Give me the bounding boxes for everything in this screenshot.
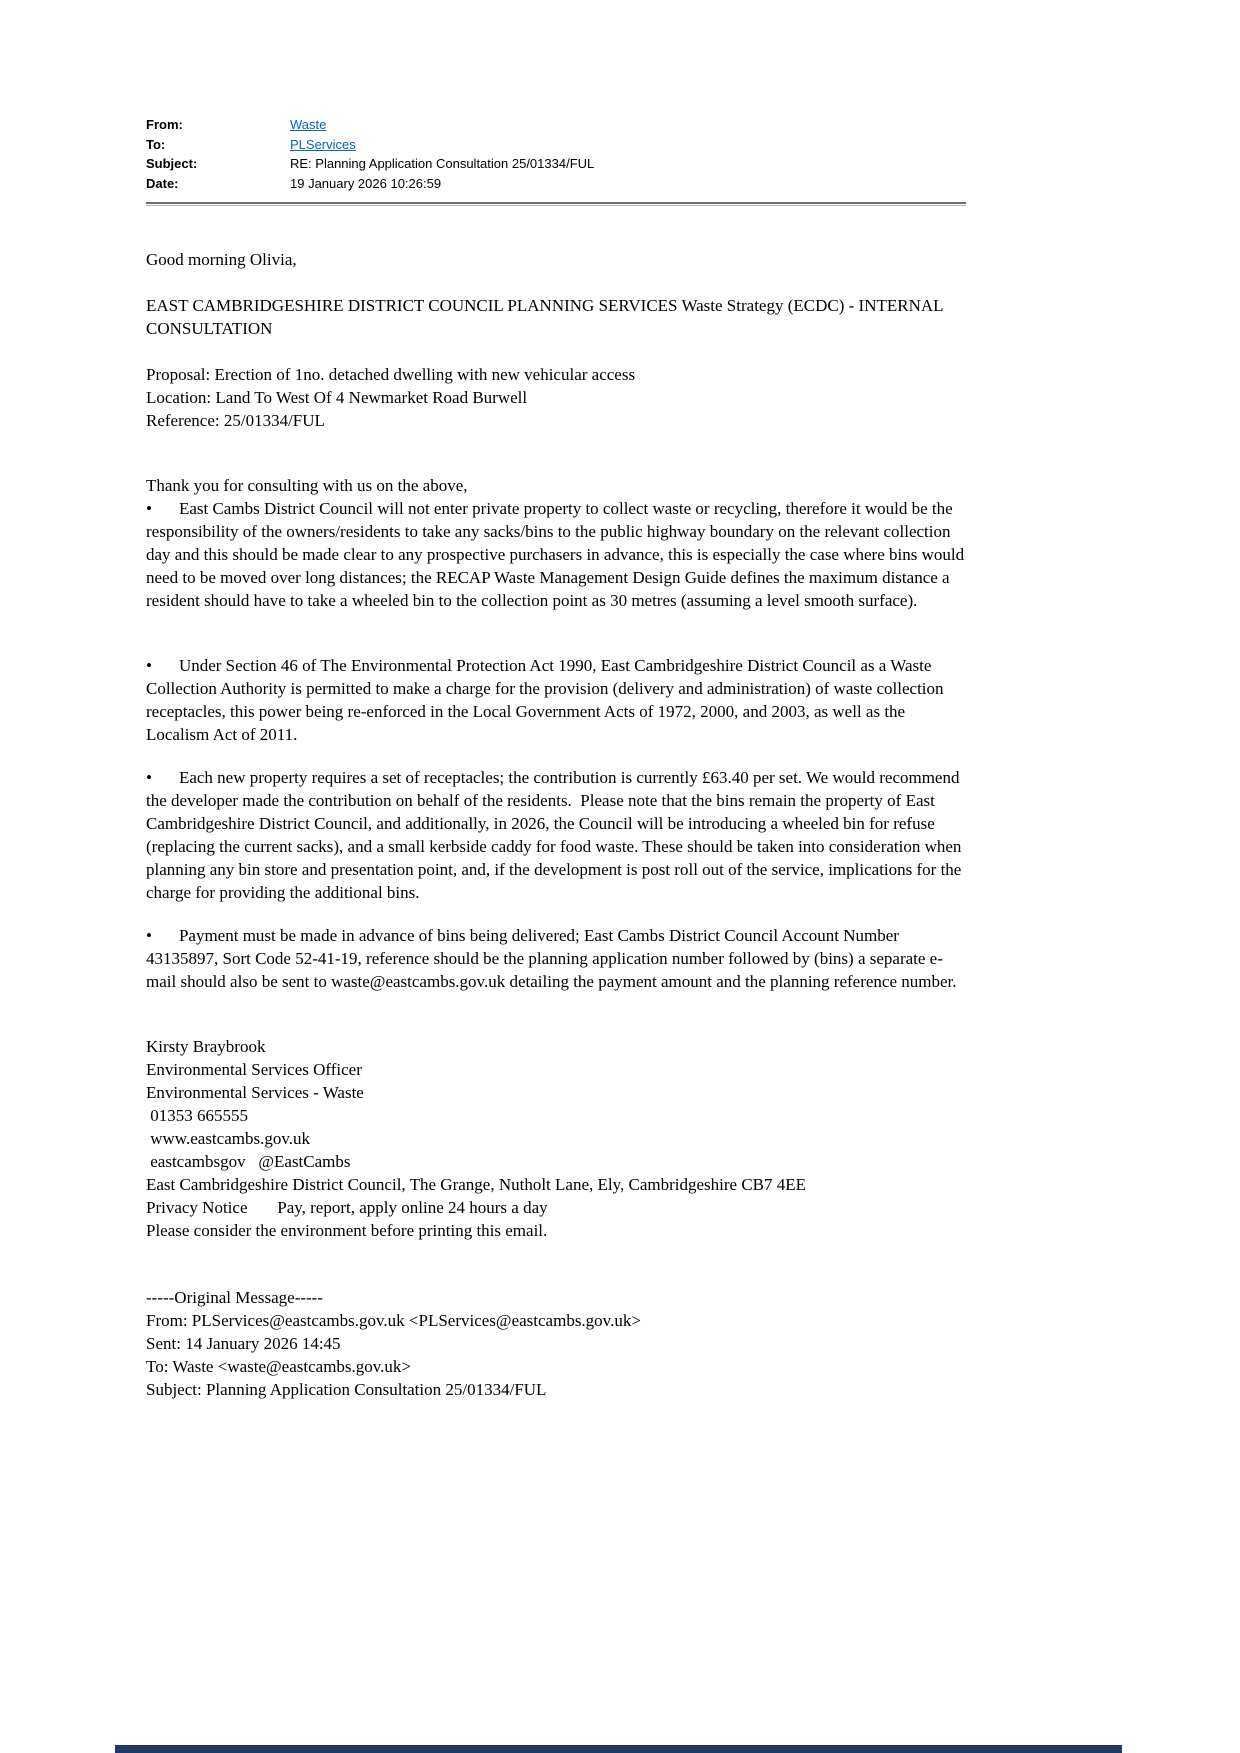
date-value: 19 January 2026 10:26:59 [290, 175, 442, 191]
bullet-paragraph-4 [146, 924, 966, 993]
signature-privacy-notice: Privacy Notice Pay, report, apply online 24 hours a day [146, 1198, 548, 1217]
location-line: Location: Land To West Of 4 Newmarket Road Burwell [146, 388, 528, 407]
bullet-marker: • [146, 926, 152, 945]
signature-department: Environmental Services - Waste [146, 1083, 364, 1102]
email-body [146, 248, 969, 1401]
original-message-sent: Sent: 14 January 2026 14:45 [146, 1334, 341, 1353]
original-message-separator: -----Original Message----- [146, 1288, 323, 1307]
signature-social: eastcambsgov @EastCambs [146, 1152, 351, 1171]
signature-address: East Cambridgeshire District Council, The Grange, Nutholt Lane, Ely, Cambridgeshire CB7 4EE [146, 1175, 807, 1194]
header-divider [146, 202, 966, 206]
bullet-marker: • [146, 499, 152, 518]
bullet-text-3: Each new property requires a set of receptacles; the contribution is currently £63.40 per set. We would recommend the developer made the contribution on behalf of the residents. Please note that the bins remain the property of East Cambridgeshire District Council, and additionally, in 2026, the Council will be introducing a wheeled bin for refuse (replacing the current sacks), and a small kerbside caddy for food waste. These should be taken into consideration when planning any bin store and presentation point, and, if the development is post roll out of the service, implications for the charge for providing the additional bins. [146, 768, 966, 902]
to-label: To: [146, 136, 166, 152]
bottom-page-bar [115, 1745, 1122, 1753]
from-link[interactable]: Waste [290, 117, 327, 132]
header-row-date [146, 174, 966, 194]
header-row-to [146, 135, 966, 155]
reference-line: Reference: 25/01334/FUL [146, 411, 325, 430]
header-row-from [146, 115, 966, 135]
consultation-title: EAST CAMBRIDGESHIRE DISTRICT COUNCIL PLANNING SERVICES Waste Strategy (ECDC) - INTERNAL CONSULTATION [146, 296, 948, 338]
original-message-block [146, 1286, 966, 1401]
date-label: Date: [146, 175, 179, 191]
greeting: Good morning Olivia, [146, 250, 297, 269]
signature-environment-note: Please consider the environment before printing this email. [146, 1221, 548, 1240]
to-link[interactable]: PLServices [290, 136, 356, 152]
original-message-to: To: Waste <waste@eastcambs.gov.uk> [146, 1357, 412, 1376]
bullet-marker: • [146, 656, 152, 675]
signature-website: www.eastcambs.gov.uk [146, 1129, 310, 1148]
bullet-text-1: East Cambs District Council will not enter private property to collect waste or recycling, therefore it would be the responsibility of the owners/residents to take any sacks/bins to the public highway boundary on the relevant collection day and this should be made clear to any prospective purchasers in advance, this is especially the case where bins would need to be moved over long distances; the RECAP Waste Management Design Guide defines the maximum distance a resident should have to take a wheeled bin to the collection point as 30 metres (assuming a level smooth surface). [146, 499, 969, 610]
thanks-line: Thank you for consulting with us on the above, [146, 476, 468, 495]
subject-label: Subject: [146, 156, 198, 171]
proposal-line: Proposal: Erection of 1no. detached dwelling with new vehicular access [146, 365, 636, 384]
bullet-paragraph-2 [146, 654, 966, 746]
bullet-marker: • [146, 768, 152, 787]
bullet-text-4: Payment must be made in advance of bins being delivered; East Cambs District Council Account Number 43135897, Sort Code 52-41-19, reference should be the planning application number followed by (bins) a separate e-mail should also be sent to waste@eastcambs.gov.uk detailing the payment amount and the planning reference number. [146, 926, 957, 991]
bullet-text-2: Under Section 46 of The Environmental Protection Act 1990, East Cambridgeshire District Council as a Waste Collection Authority is permitted to make a charge for the provision (delivery and administration) of waste collection receptacles, this power being re-enforced in the Local Government Acts of 1972, 2000, and 2003, as well as the Localism Act of 2011. [146, 656, 948, 744]
signature-name: Kirsty Braybrook [146, 1037, 266, 1056]
signature-job-title: Environmental Services Officer [146, 1060, 362, 1079]
original-message-from: From: PLServices@eastcambs.gov.uk <PLServices@eastcambs.gov.uk> [146, 1311, 641, 1330]
header-row-subject [146, 154, 966, 174]
bullet-paragraph-1 [146, 497, 969, 612]
signature-phone: 01353 665555 [146, 1106, 248, 1125]
signature-block [146, 1035, 966, 1242]
application-details [146, 363, 966, 432]
bullet-paragraph-3 [146, 766, 966, 904]
from-label: From: [146, 117, 183, 132]
original-message-subject: Subject: Planning Application Consultation 25/01334/FUL [146, 1380, 547, 1399]
email-header [146, 115, 966, 193]
subject-value: RE: Planning Application Consultation 25/01334/FUL [290, 156, 595, 171]
